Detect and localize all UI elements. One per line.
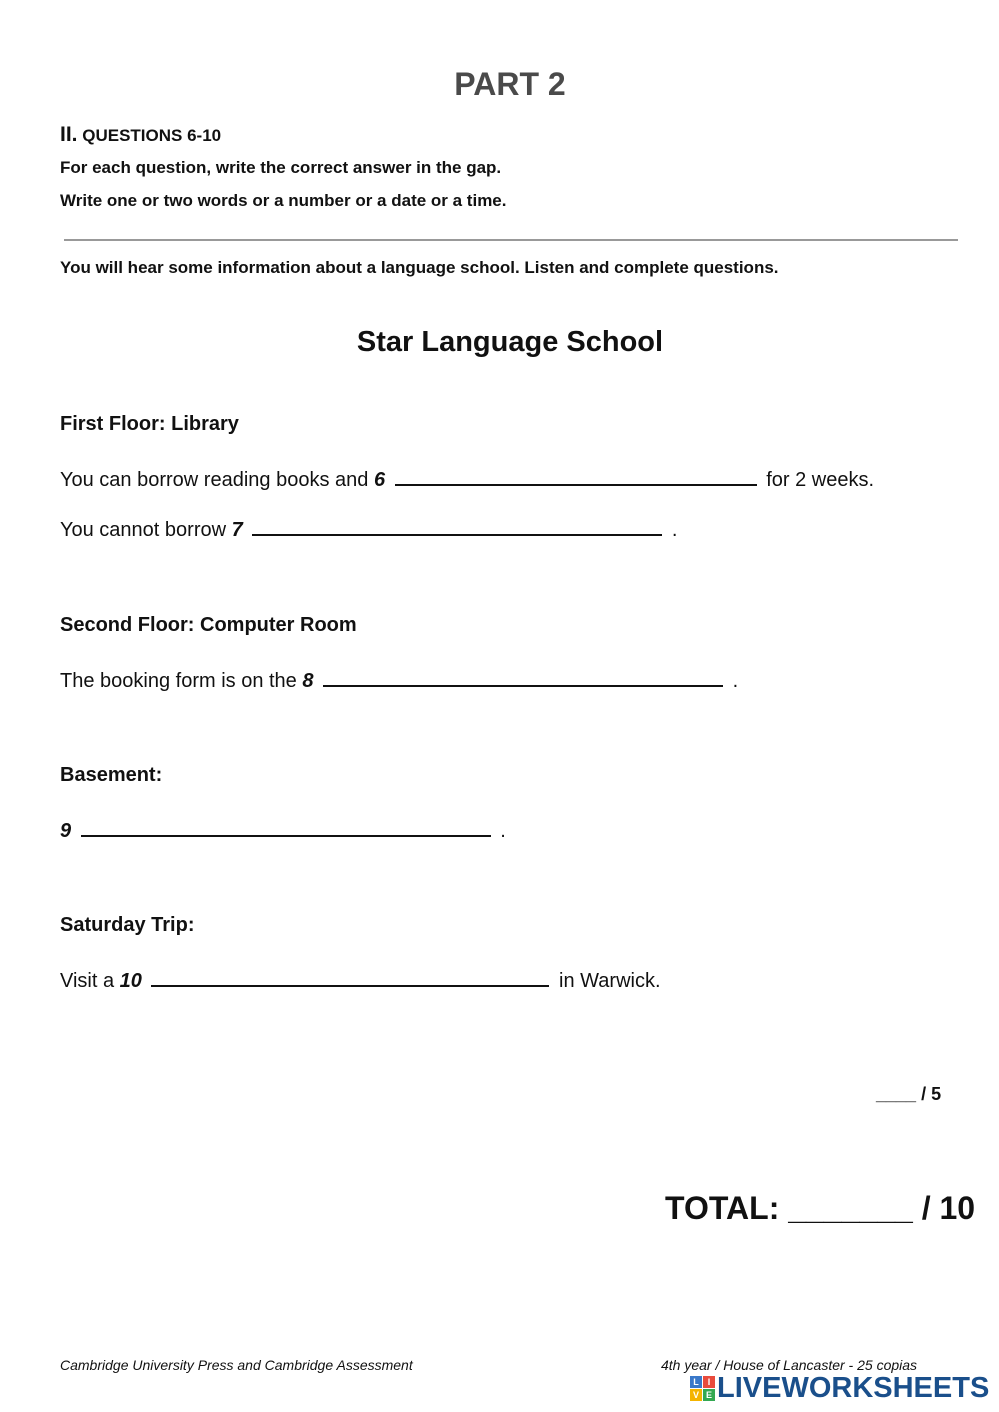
q7-number: 7 xyxy=(231,519,243,541)
section-roman: II. xyxy=(60,123,78,146)
footer-class-info: 4th year / House of Lancaster - 25 copias xyxy=(661,1357,918,1373)
school-title: Star Language School xyxy=(356,326,664,358)
question-6-line xyxy=(60,464,874,492)
q6-text-before: You can borrow reading books and xyxy=(60,469,374,491)
q10-answer-gap[interactable] xyxy=(151,965,549,987)
liveworksheets-logo[interactable] xyxy=(690,1372,989,1405)
q10-text-after: in Warwick. xyxy=(559,970,661,992)
q8-answer-gap[interactable] xyxy=(323,665,723,687)
footer-credit: Cambridge University Press and Cambridge Assessment xyxy=(60,1357,413,1373)
total-label: TOTAL: xyxy=(665,1190,780,1226)
logo-mark-e: E xyxy=(703,1389,715,1401)
q7-answer-gap[interactable] xyxy=(252,514,662,536)
question-7-line xyxy=(60,514,677,542)
q10-text-before: Visit a xyxy=(60,970,120,992)
total-score-blank[interactable]: _______ xyxy=(788,1190,913,1226)
section-label: QUESTIONS 6-10 xyxy=(82,126,222,145)
logo-mark-l: L xyxy=(690,1376,702,1388)
question-8-line xyxy=(60,665,738,693)
question-9-line xyxy=(60,815,506,843)
q7-text-before: You cannot borrow xyxy=(60,519,232,541)
q8-number: 8 xyxy=(302,670,314,692)
part-score xyxy=(876,1084,941,1105)
q10-number: 10 xyxy=(119,970,142,992)
part-score-max: / 5 xyxy=(921,1084,942,1104)
total-score-max: / 10 xyxy=(921,1190,976,1226)
q7-text-after: . xyxy=(671,519,678,541)
liveworksheets-logo-icon xyxy=(690,1376,715,1401)
part-score-blank[interactable]: ____ xyxy=(876,1084,917,1104)
instruction-1: For each question, write the correct answer in the gap. xyxy=(60,158,502,177)
q9-text-after: . xyxy=(500,820,506,842)
q9-number: 9 xyxy=(60,820,72,842)
q8-text-after: . xyxy=(732,670,739,692)
question-10-line xyxy=(60,965,661,993)
section-heading xyxy=(60,123,221,147)
total-score xyxy=(665,1190,975,1227)
divider-rule xyxy=(64,239,958,241)
q6-number: 6 xyxy=(373,469,386,491)
instruction-2: Write one or two words or a number or a date or a time. xyxy=(60,191,507,210)
q8-text-before: The booking form is on the xyxy=(60,670,303,692)
basement-heading: Basement: xyxy=(60,764,163,786)
saturday-trip-heading: Saturday Trip: xyxy=(60,914,195,936)
q6-answer-gap[interactable] xyxy=(395,464,757,486)
logo-mark-v: V xyxy=(690,1389,702,1401)
q6-text-after: for 2 weeks. xyxy=(766,469,875,491)
q9-answer-gap[interactable] xyxy=(81,815,491,837)
part-title: PART 2 xyxy=(454,66,566,102)
second-floor-heading: Second Floor: Computer Room xyxy=(60,614,357,636)
logo-mark-i: I xyxy=(703,1376,715,1388)
intro-text: You will hear some information about a language school. Listen and complete questions. xyxy=(60,258,779,277)
liveworksheets-logo-text: LIVEWORKSHEETS xyxy=(717,1372,990,1404)
first-floor-heading: First Floor: Library xyxy=(60,413,239,435)
